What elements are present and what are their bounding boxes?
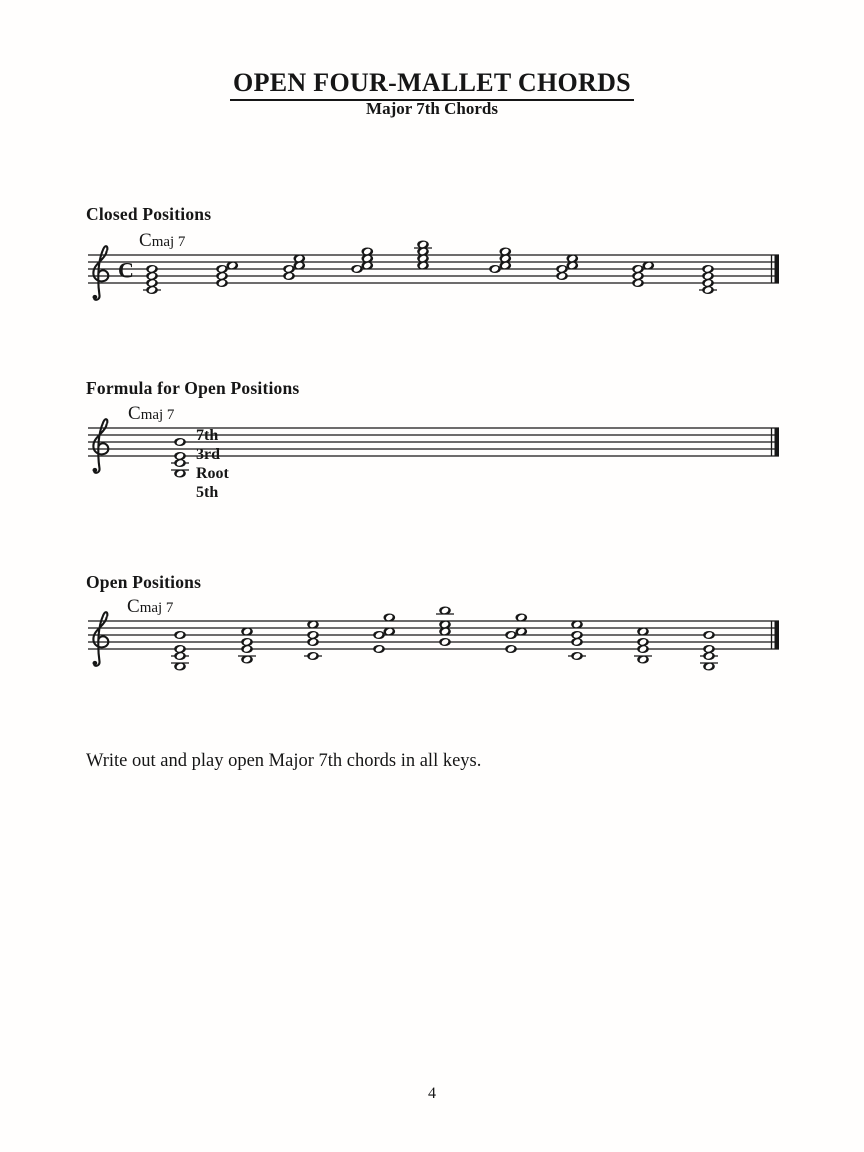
- whole-note: [637, 645, 649, 653]
- whole-note: [362, 254, 374, 262]
- whole-note: [439, 627, 451, 635]
- chord-quality: maj 7: [139, 600, 174, 616]
- whole-note: [489, 265, 501, 273]
- whole-note: [174, 662, 186, 670]
- final-barline-thick: [775, 428, 780, 456]
- whole-note: [571, 620, 583, 628]
- whole-note: [241, 645, 253, 653]
- whole-note: [174, 652, 186, 660]
- whole-note: [307, 631, 319, 639]
- whole-note: [307, 638, 319, 646]
- whole-note: [174, 631, 186, 639]
- page-title-wrap: [0, 68, 864, 101]
- whole-note: [702, 286, 714, 294]
- treble-clef-icon: [93, 419, 109, 473]
- whole-note: [571, 652, 583, 660]
- whole-note: [241, 655, 253, 663]
- whole-note: [500, 254, 512, 262]
- chord-quality: maj 7: [140, 407, 175, 423]
- whole-note: [702, 265, 714, 273]
- whole-note: [384, 627, 396, 635]
- chord-symbol-open: [127, 596, 173, 618]
- whole-note: [307, 620, 319, 628]
- whole-note: [439, 638, 451, 646]
- formula-label: 5th: [196, 484, 219, 501]
- whole-note: [703, 662, 715, 670]
- whole-note: [632, 279, 644, 287]
- whole-note: [174, 438, 186, 446]
- whole-note: [632, 265, 644, 273]
- whole-note: [384, 613, 396, 621]
- whole-note: [146, 279, 158, 287]
- chord: [171, 438, 189, 478]
- chord: [505, 613, 527, 653]
- whole-note: [241, 627, 253, 635]
- formula-label: 7th: [196, 427, 219, 444]
- whole-note: [567, 261, 579, 269]
- whole-note: [283, 265, 295, 273]
- whole-note: [216, 272, 228, 280]
- whole-note: [174, 645, 186, 653]
- whole-note: [241, 638, 253, 646]
- page-number: 4: [428, 1085, 436, 1102]
- whole-note: [703, 652, 715, 660]
- whole-note: [373, 631, 385, 639]
- chord: [373, 613, 395, 653]
- chord-root: C: [139, 230, 152, 251]
- whole-note: [417, 254, 429, 262]
- heading-formula-open-positions: Formula for Open Positions: [86, 378, 300, 398]
- chord-symbol-closed: [139, 230, 185, 252]
- whole-note: [417, 261, 429, 269]
- whole-note: [216, 279, 228, 287]
- chord: [568, 620, 586, 660]
- chord: [436, 606, 454, 646]
- whole-note: [439, 606, 451, 614]
- heading-closed-positions: Closed Positions: [86, 204, 212, 224]
- treble-clef-icon: [93, 612, 109, 666]
- whole-note: [174, 469, 186, 477]
- whole-note: [307, 652, 319, 660]
- whole-note: [703, 631, 715, 639]
- whole-note: [174, 452, 186, 460]
- whole-note: [283, 272, 295, 280]
- whole-note: [500, 247, 512, 255]
- staff-open-positions: [88, 606, 779, 670]
- formula-label: 3rd: [196, 446, 220, 463]
- whole-note: [351, 265, 363, 273]
- whole-note: [294, 261, 306, 269]
- formula-label: Root: [196, 465, 229, 482]
- whole-note: [643, 261, 655, 269]
- chord: [304, 620, 322, 660]
- whole-note: [571, 631, 583, 639]
- final-barline-thick: [775, 255, 780, 283]
- whole-note: [362, 247, 374, 255]
- whole-note: [500, 261, 512, 269]
- heading-open-positions: Open Positions: [86, 572, 202, 592]
- whole-note: [146, 272, 158, 280]
- whole-note: [174, 459, 186, 467]
- chord: [634, 627, 652, 663]
- common-time-signature: C: [118, 257, 134, 283]
- whole-note: [417, 240, 429, 248]
- whole-note: [227, 261, 239, 269]
- whole-note: [632, 272, 644, 280]
- whole-note: [362, 261, 374, 269]
- whole-note: [637, 655, 649, 663]
- whole-note: [556, 272, 568, 280]
- whole-note: [702, 272, 714, 280]
- page-title: OPEN FOUR-MALLET CHORDS: [230, 68, 634, 101]
- whole-note: [294, 254, 306, 262]
- whole-note: [216, 265, 228, 273]
- whole-note: [637, 627, 649, 635]
- chord: [238, 627, 256, 663]
- staff-closed-positions: [88, 240, 779, 299]
- whole-note: [505, 631, 517, 639]
- chord: [171, 631, 189, 671]
- whole-note: [417, 247, 429, 255]
- whole-note: [567, 254, 579, 262]
- whole-note: [702, 279, 714, 287]
- whole-note: [146, 265, 158, 273]
- final-barline-thick: [775, 621, 780, 649]
- whole-note: [571, 638, 583, 646]
- chord-root: C: [127, 596, 140, 617]
- treble-clef-icon: [93, 246, 109, 300]
- staff-formula-open-positions: [88, 419, 779, 501]
- chord-quality: maj 7: [151, 234, 186, 250]
- whole-note: [556, 265, 568, 273]
- whole-note: [516, 613, 528, 621]
- chord: [700, 631, 718, 671]
- whole-note: [703, 645, 715, 653]
- page-subtitle: Major 7th Chords: [366, 99, 498, 118]
- whole-note: [516, 627, 528, 635]
- instruction-text: Write out and play open Major 7th chords in all keys.: [86, 751, 482, 771]
- chord-symbol-formula: [128, 403, 174, 425]
- whole-note: [439, 620, 451, 628]
- whole-note: [637, 638, 649, 646]
- whole-note: [505, 645, 517, 653]
- chord-root: C: [128, 403, 141, 424]
- whole-note: [146, 286, 158, 294]
- whole-note: [373, 645, 385, 653]
